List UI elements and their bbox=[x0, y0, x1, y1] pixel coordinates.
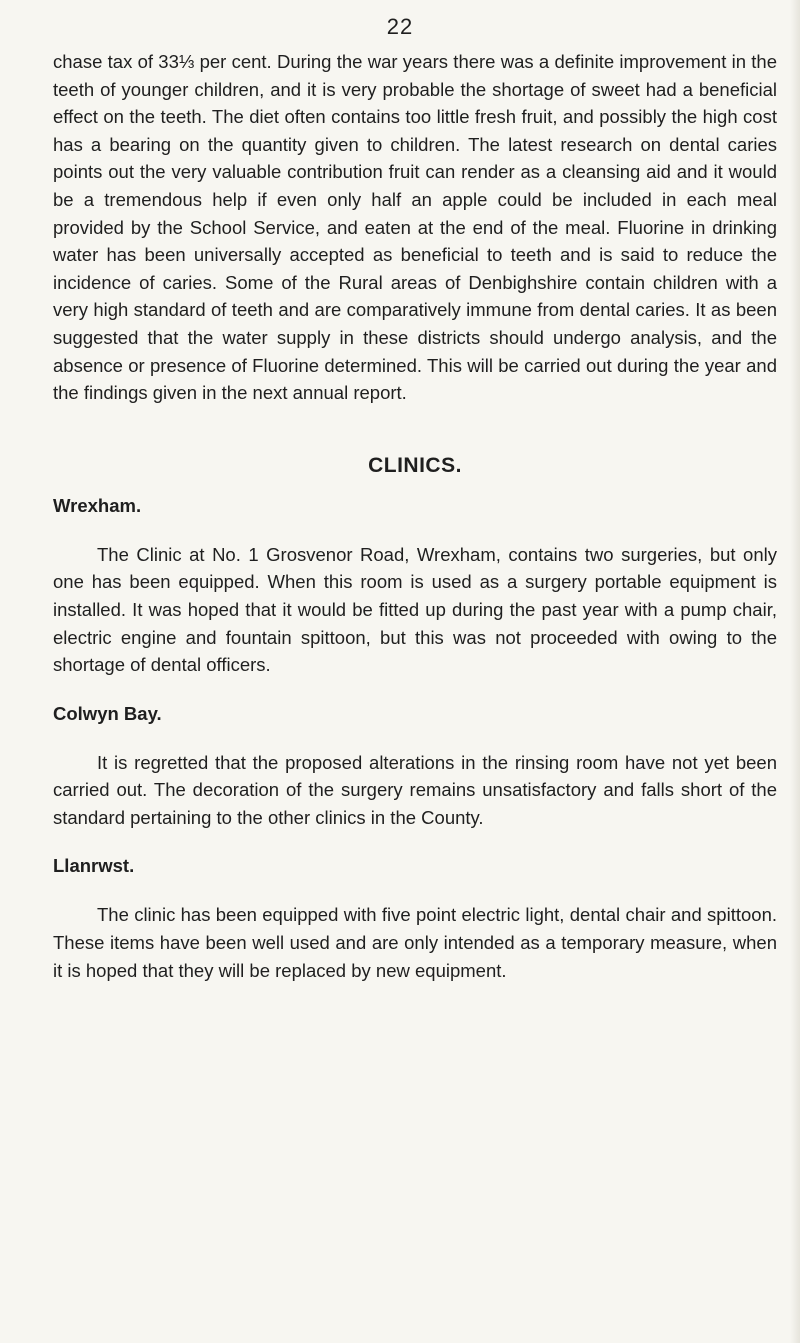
section-heading-llanrwst: Llanrwst. bbox=[53, 855, 135, 877]
section-heading-wrexham: Wrexham. bbox=[53, 494, 142, 516]
page-edge-shadow bbox=[790, 0, 800, 1343]
section-body-wrexham: The Clinic at No. 1 Grosvenor Road, Wrexham, contains two surgeries, but only one has been equipped. When this room is used as a surgery portable equipment is installed. It was hoped that it would be fitted up during the past year with a pump chair, electric engine and fountain spittoon, but this was not proceeded with owing to the shortage of dental officers. bbox=[53, 543, 777, 676]
section-heading-colwyn-bay: Colwyn Bay. bbox=[53, 702, 162, 724]
intro-paragraph: chase tax of 33⅓ per cent. During the war years there was a definite improvement in the teeth of younger children, and it is very probable the shortage of sweet had a beneficial effect on the teeth. The diet often contains too little fresh fruit, and possibly the high cost has a bearing on the quantity given to children. The latest research on dental caries points out the very valuable contribution fruit can render as a cleansing aid and it would be a tremendous help if even only half an apple could be included in each meal provided by the School Service, and eaten at the end of the meal. Fluorine in drinking water has been universally accepted as beneficial to teeth and is said to reduce the incidence of caries. Some of the Rural areas of Denbighshire contain children with a very high standard of teeth and are comparatively immune from dental caries. It as been suggested that the water supply in these districts should undergo analysis, and the absence or presence of Fluorine determined. This will be carried out during the year and the findings given in the next annual report. bbox=[53, 51, 777, 404]
section-body-colwyn-bay: It is regretted that the proposed alterations in the rinsing room have not yet been carried out. The decoration of the surgery remains unsatisfactory and falls short of the standard pertaining to the other clinics in the County. bbox=[53, 751, 777, 828]
section-body-llanrwst: The clinic has been equipped with five point electric light, dental chair and spittoon. These items have been well used and are only intended as a temporary measure, when it is hoped that they will be replaced by new equipment. bbox=[53, 904, 777, 981]
document-body bbox=[53, 48, 777, 984]
page-number: 22 bbox=[386, 14, 414, 39]
clinics-heading: CLINICS. bbox=[368, 453, 462, 477]
